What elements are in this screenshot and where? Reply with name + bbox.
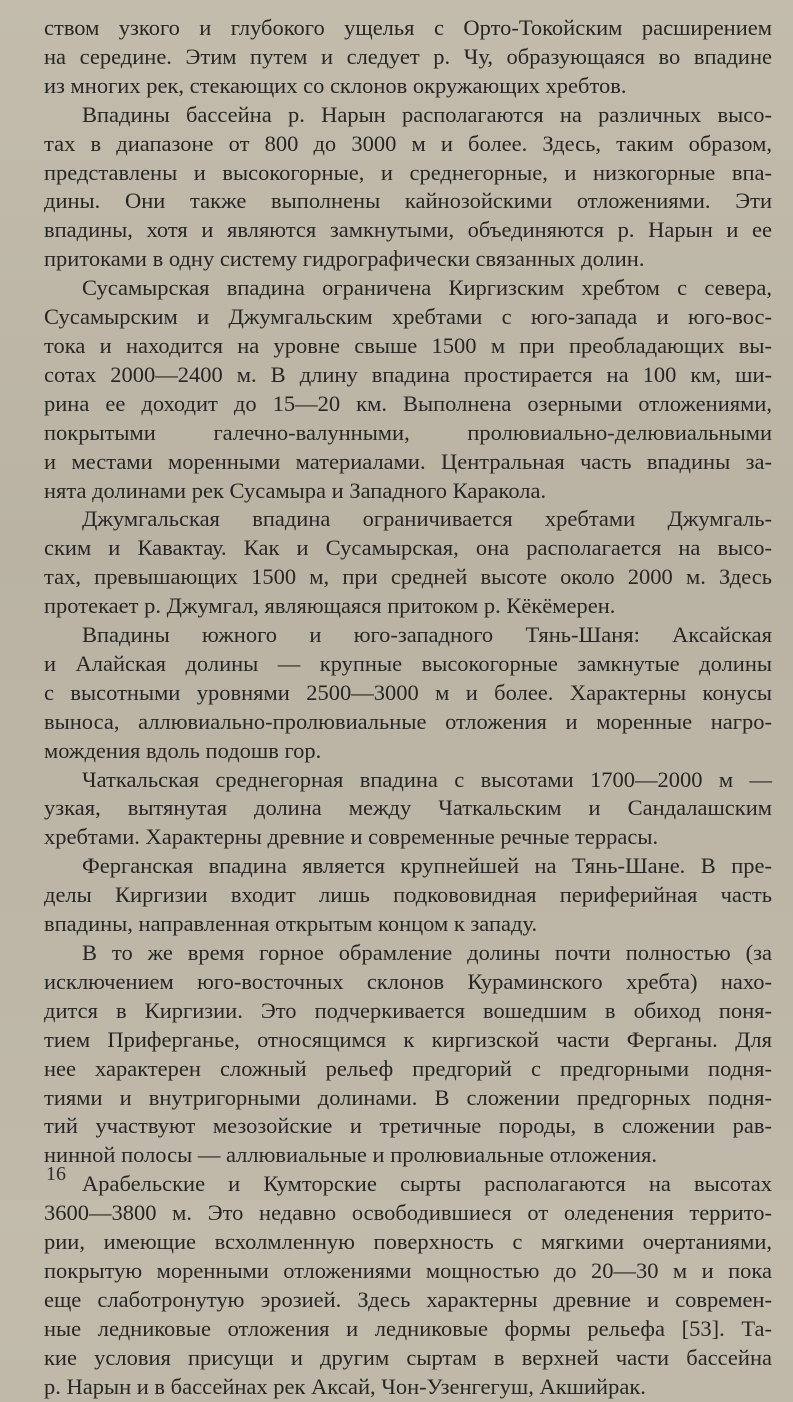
text-line: ским и Кавактау. Как и Сусамырская, она располагается на высо- xyxy=(44,535,772,561)
text-line: В то же время горное обрамление долины почти полностью (за xyxy=(82,940,772,965)
text-line: тах, превышающих 1500 м, при средней высоте около 2000 м. Здесь xyxy=(44,564,772,590)
text-line: кие условия присущи и другим сыртам в верхней части бассейна xyxy=(44,1344,772,1370)
text-line: мождения вдоль подошв гор. xyxy=(44,737,322,763)
text-line: Ферганская впадина является крупнейшей на Тянь-Шане. В пре- xyxy=(82,853,772,879)
text-line: покрытую моренными отложениями мощностью до 20—30 м и пока xyxy=(44,1257,772,1283)
text-line: покрытыми галечно-валунными, пролювиально-делювиальными xyxy=(44,419,772,445)
paragraph xyxy=(44,766,772,853)
paragraph xyxy=(44,939,772,1170)
text-line: узкая, вытянутая долина между Чаткальским и Сандалашским xyxy=(44,795,772,821)
text-line: еще слаботронутую эрозией. Здесь характерны древние и современ- xyxy=(44,1286,772,1312)
text-line: нинной полосы — аллювиальные и пролювиальные отложения. xyxy=(44,1142,658,1168)
text-line: притоками в одну систему гидрографически связанных долин. xyxy=(44,246,645,272)
text-line: и местами моренными материалами. Центральная часть впадины за- xyxy=(44,448,772,474)
text-line: из многих рек, стекающих со склонов окружающих хребтов. xyxy=(44,72,627,98)
text-line: сотах 2000—2400 м. В длину впадина простирается на 100 км, ши- xyxy=(44,361,772,387)
text-line: тий участвуют мезозойские и третичные породы, в сложении рав- xyxy=(44,1113,772,1139)
text-line: представлены и высокогорные, и среднегорные, и низкогорные впа- xyxy=(44,159,772,185)
text-line: тока и находится на уровне свыше 1500 м при преобладающих вы- xyxy=(44,332,772,358)
paragraph xyxy=(44,14,772,101)
text-line: выноса, аллювиально-пролювиальные отложения и моренные нагро- xyxy=(44,708,772,734)
text-line: Сусамырская впадина ограничена Киргизским хребтом с севера, xyxy=(82,275,772,301)
text-line: исключением юго-восточных склонов Кураминского хребта) нахо- xyxy=(44,968,772,994)
text-line: с высотными уровнями 2500—3000 м и более. Характерны конусы xyxy=(44,679,772,705)
page-number: 16 xyxy=(46,1163,66,1185)
text-line: Впадины южного и юго-западного Тянь-Шаня: Аксайская xyxy=(82,622,772,648)
text-line: нее характерен сложный рельеф предгорий с предгорными подня- xyxy=(44,1055,772,1081)
text-line: протекает р. Джумгал, являющаяся притоком р. Кёкёмерен. xyxy=(44,593,616,619)
text-line: ством узкого и глубокого ущелья с Орто-Токойским расширением xyxy=(44,15,772,40)
text-line: хребтами. Характерны древние и современные речные террасы. xyxy=(44,824,659,850)
text-line: нята долинами рек Сусамыра и Западного Каракола. xyxy=(44,477,547,503)
text-line: делы Киргизии входит лишь подкововидная периферийная часть xyxy=(44,882,772,908)
text-line: ные ледниковые отложения и ледниковые формы рельефа [53]. Та- xyxy=(44,1315,772,1341)
text-line: Арабельские и Кумторские сырты располагаются на высотах xyxy=(82,1171,772,1197)
text-line: впадины, хотя и являются замкнутыми, объединяются р. Нарын и ее xyxy=(44,217,772,243)
paragraph xyxy=(44,852,772,939)
text-line: тием Приферганье, относящимся к киргизской части Ферганы. Для xyxy=(44,1026,772,1052)
text-line: Впадины бассейна р. Нарын располагаются на различных высо- xyxy=(82,101,772,127)
text-line: рии, имеющие всхолмленную поверхность с мягкими очертаниями, xyxy=(44,1229,772,1255)
paragraph xyxy=(44,621,772,766)
paragraph xyxy=(44,274,772,505)
text-line: р. Нарын и в бассейнах рек Аксай, Чон-Узенгегуш, Акшийрак. xyxy=(44,1373,646,1399)
text-line: на середине. Этим путем и следует р. Чу, образующаяся во впадине xyxy=(44,43,772,69)
text-line: и Алайская долины — крупные высокогорные замкнутые долины xyxy=(44,650,772,676)
text-line: впадины, направленная открытым концом к западу. xyxy=(44,911,538,937)
text-line: Сусамырским и Джумгальским хребтами с юго-запада и юго-вос- xyxy=(44,304,772,330)
text-line: тах в диапазоне от 800 до 3000 м и более. Здесь, таким образом, xyxy=(44,130,772,156)
text-line: Джумгальская впадина ограничивается хребтами Джумгаль- xyxy=(82,506,772,532)
text-line: рина ее доходит до 15—20 км. Выполнена озерными отложениями, xyxy=(44,390,772,416)
text-line: Чаткальская среднегорная впадина с высотами 1700—2000 м — xyxy=(82,766,772,792)
text-line: 3600—3800 м. Это недавно освободившиеся от оледенения террито- xyxy=(44,1200,772,1226)
paragraph xyxy=(44,505,772,621)
text-line: дится в Киргизии. Это подчеркивается вошедшим в обиход поня- xyxy=(44,997,772,1023)
book-page-text xyxy=(44,14,772,1402)
paragraph xyxy=(44,1170,772,1401)
paragraph xyxy=(44,101,772,274)
text-line: тиями и внутригорными долинами. В сложении предгорных подня- xyxy=(44,1084,772,1110)
text-line: дины. Они также выполнены кайнозойскими отложениями. Эти xyxy=(44,188,772,214)
